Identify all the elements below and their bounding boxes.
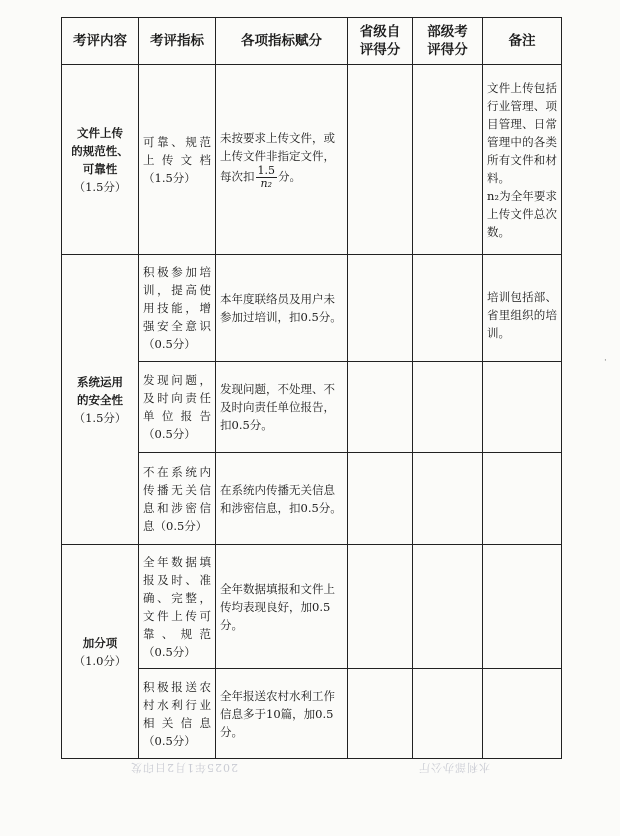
ministry-score-cell (413, 362, 483, 453)
provincial-score-cell (348, 255, 413, 362)
indicator-cell: 发现问题，及时向责任单位报告（0.5分） (139, 362, 216, 453)
header-remarks: 备注 (483, 18, 562, 65)
remarks-cell (483, 453, 562, 545)
header-scoring: 各项指标赋分 (216, 18, 348, 65)
indicator-cell: 不在系统内传播无关信息和涉密信息（0.5分） (139, 453, 216, 545)
header-provincial-score: 省级自 评得分 (348, 18, 413, 65)
ministry-score-cell (413, 255, 483, 362)
provincial-score-cell (348, 362, 413, 453)
evaluation-table (61, 17, 562, 759)
ministry-score-cell (413, 453, 483, 545)
bleed-through-footer (130, 760, 490, 776)
scan-speck: · (604, 356, 607, 366)
header-ministry-score: 部级考 评得分 (413, 18, 483, 65)
scoring-cell: 发现问题，不处理、不及时向责任单位报告，扣0.5分。 (216, 362, 348, 453)
scoring-cell: 在系统内传播无关信息和涉密信息，扣0.5分。 (216, 453, 348, 545)
indicator-cell: 积极参加培训，提高使用技能，增强安全意识（0.5分） (139, 255, 216, 362)
scoring-cell: 全年报送农村水利工作信息多于10篇，加0.5分。 (216, 669, 348, 759)
indicator-cell: 可靠、规范上传文档（1.5分） (139, 65, 216, 255)
table-row (62, 255, 562, 362)
fraction: $\frac{1.5}{\text{n₂}}$ (257, 164, 275, 190)
remarks-cell: 培训包括部、省里组织的培训。 (483, 255, 562, 362)
header-content: 考评内容 (62, 18, 139, 65)
provincial-score-cell (348, 65, 413, 255)
section-title: 文件上传 的规范性、 可靠性 （1.5分） (62, 65, 139, 255)
table-header-row (62, 18, 562, 65)
ministry-score-cell (413, 545, 483, 669)
provincial-score-cell (348, 669, 413, 759)
section-title: 加分项 （1.0分） (62, 545, 139, 759)
indicator-cell: 全年数据填报及时、准确、完整，文件上传可靠、规范（0.5分） (139, 545, 216, 669)
table-row (62, 65, 562, 255)
table-row (62, 545, 562, 669)
scoring-cell: 全年数据填报和文件上传均表现良好，加0.5分。 (216, 545, 348, 669)
remarks-cell (483, 362, 562, 453)
ministry-score-cell (413, 65, 483, 255)
ministry-score-cell (413, 669, 483, 759)
indicator-cell: 积极报送农村水利行业相关信息（0.5分） (139, 669, 216, 759)
remarks-cell (483, 545, 562, 669)
scoring-cell: 本年度联络员及用户未参加过培训，扣0.5分。 (216, 255, 348, 362)
provincial-score-cell (348, 545, 413, 669)
provincial-score-cell (348, 453, 413, 545)
footer-date: 2025年1月2日印发 (130, 761, 238, 774)
remarks-cell: 文件上传包括行业管理、项目管理、日常管理中的各类所有文件和材料。 n₂为全年要求上传文件总次数。 (483, 65, 562, 255)
footer-issuer: 水利部办公厅 (418, 761, 490, 774)
section-title: 系统运用 的安全性 （1.5分） (62, 255, 139, 545)
remarks-cell (483, 669, 562, 759)
scoring-cell: 未按要求上传文件，或上传文件非指定文件，每次扣 $\frac{1.5}{\text{n₂}}$ 分。 (216, 65, 348, 255)
header-indicator: 考评指标 (139, 18, 216, 65)
